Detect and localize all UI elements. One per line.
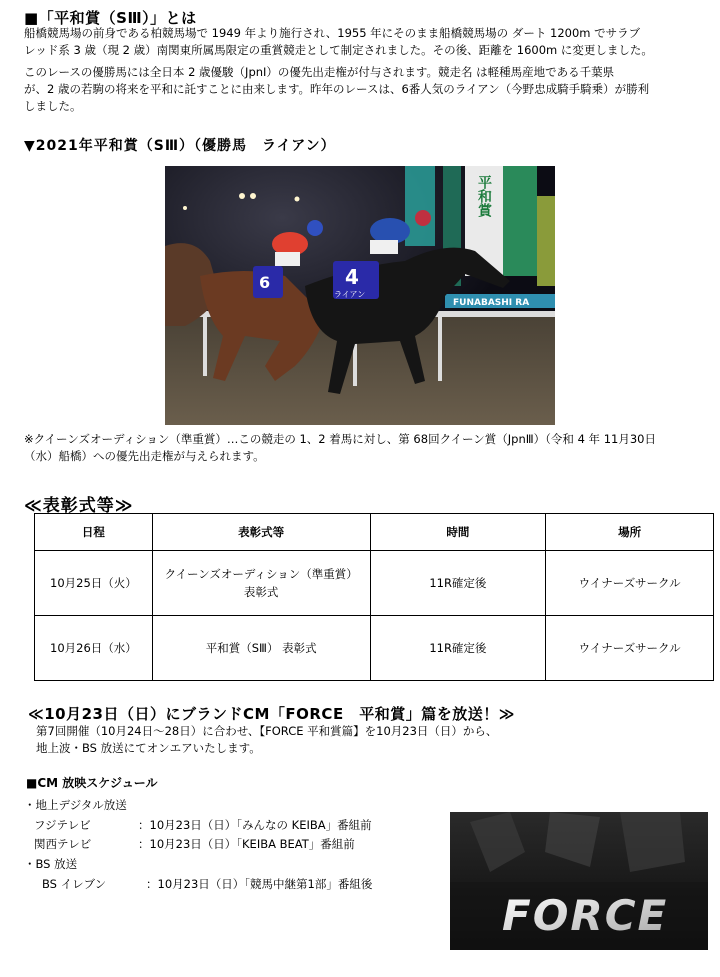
schedule-detail-fuji: ：10月23日（日）「みんなの KEIBA」番組前 <box>138 818 372 832</box>
intro-paragraph-2 <box>24 64 704 115</box>
intro-heading: ■「平和賞（SⅢ）」とは <box>24 9 197 27</box>
intro-para2-line1: このレースの優勝馬には全日本 2 歳優駿（JpnⅠ）の優先出走権が付与されます。競走名 は軽種馬産地である千葉県 <box>24 65 615 79</box>
note-line2: （水）船橋）への優先出走権が与えられます。 <box>24 449 265 463</box>
header-place: 場所 <box>546 514 714 551</box>
intro-paragraph-1 <box>24 25 704 59</box>
row-event-line1: クイーンズオーディション（準重賞） <box>164 567 358 581</box>
row-place: ウイナーズサークル <box>546 616 714 681</box>
force-cm-image <box>450 812 708 950</box>
cm-schedule-heading: ■CM 放映スケジュール <box>26 776 158 790</box>
row-time: 11R確定後 <box>370 616 546 681</box>
row-date: 10月25日（火） <box>35 551 153 616</box>
race-photo <box>165 166 555 425</box>
schedule-station-fuji: フジテレビ <box>34 818 91 832</box>
header-time: 時間 <box>370 514 546 551</box>
ceremony-table <box>34 513 714 681</box>
note-line1: ※クイーンズオーディション（準重賞）…この競走の 1、2 着馬に対し、第 68回クイーン賞（JpnⅢ）（令和 4 年 11月30日 <box>24 432 656 446</box>
cm-sub-line2: 地上波・BS 放送にてオンエアいたします。 <box>36 741 261 755</box>
rail-banner-text: FUNABASHI RA <box>453 298 530 308</box>
schedule-detail-kansai: ：10月23日（日）「KEIBA BEAT」番組前 <box>138 837 355 851</box>
row-event-line2: 表彰式 <box>243 585 279 599</box>
intro-para2-line2: が、2 歳の若駒の将来を平和に託すことに由来します。昨年のレースは、6番人気のライアン（今野忠成騎手騎乗）が勝利 <box>24 82 650 96</box>
table-row <box>35 616 714 681</box>
ceremony-heading: ≪表彰式等≫ <box>24 496 134 516</box>
terrestrial-label: ・地上デジタル放送 <box>24 798 127 812</box>
row-event: 平和賞（SⅢ） 表彰式 <box>152 616 370 681</box>
winner-heading: ▼2021年平和賞（SⅢ）（優勝馬 ライアン） <box>24 138 336 154</box>
force-illustration <box>450 812 708 950</box>
schedule-detail-bs11: ：10月23日（日）「競馬中継第1部」番組後 <box>146 877 373 891</box>
sign-text: 平和賞 <box>476 175 492 217</box>
table-header-row <box>35 514 714 551</box>
intro-para1-line2: レッド系 3 歳（現 2 歳）南関東所属馬限定の重賞競走として制定されました。その後、距離を 1600m に変更しました。 <box>24 43 653 57</box>
queen-audition-note <box>24 431 704 465</box>
intro-para2-line3: しました。 <box>24 99 82 113</box>
row-event <box>152 551 370 616</box>
schedule-station-bs11: BS イレブン <box>42 877 107 891</box>
cm-sub <box>36 723 497 757</box>
schedule-station-kansai: 関西テレビ <box>34 837 92 851</box>
cm-heading: ≪10月23日（日）にブランドCM「FORCE 平和賞」篇を放送！≫ <box>28 705 515 723</box>
intro-para1-line1: 船橋競馬場の前身である柏競馬場で 1949 年より施行され、1955 年にそのまま船橋競馬場の ダート 1200m でサラブ <box>24 26 641 40</box>
force-logo: FORCE <box>502 891 669 940</box>
bib-name: ライアン <box>334 290 366 299</box>
row-date: 10月26日（水） <box>35 616 153 681</box>
bib-number: 4 <box>345 265 359 289</box>
bib-number-2: 6 <box>259 273 271 292</box>
table-row <box>35 551 714 616</box>
row-time: 11R確定後 <box>370 551 546 616</box>
race-photo-illustration <box>165 166 555 425</box>
header-date: 日程 <box>35 514 153 551</box>
bs-label: ・BS 放送 <box>24 857 78 871</box>
header-event: 表彰式等 <box>152 514 370 551</box>
cm-sub-line1: 第7回開催（10月24日～28日）に合わせ、【FORCE 平和賞篇】を10月23日（日）から、 <box>36 724 498 738</box>
row-place: ウイナーズサークル <box>546 551 714 616</box>
